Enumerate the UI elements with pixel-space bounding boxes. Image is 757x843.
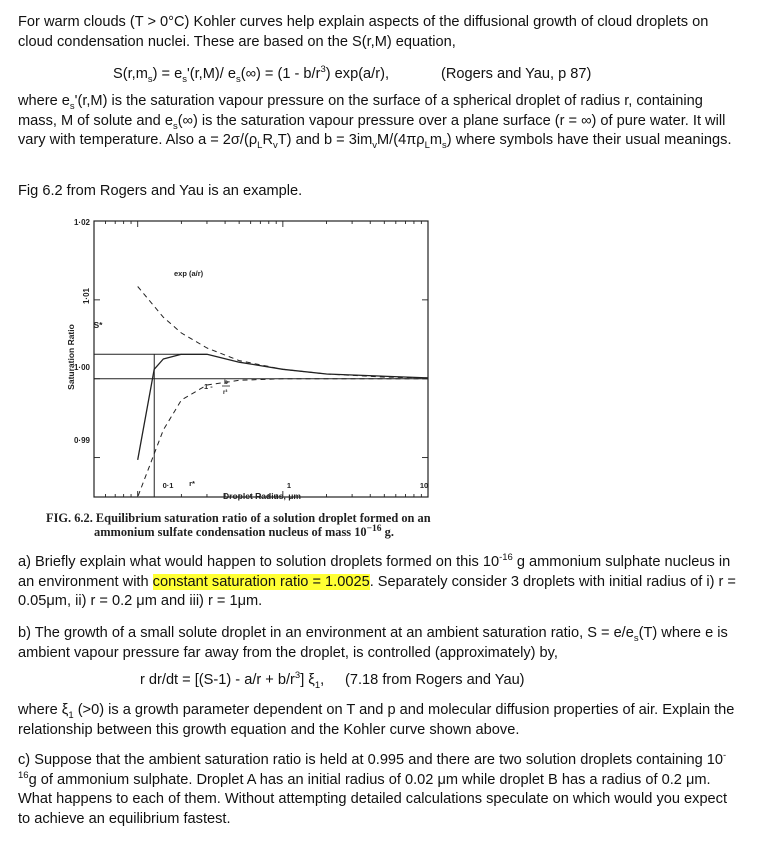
text: R (262, 132, 273, 148)
text: c) Suppose that the ambient saturation ratio is held at 0.995 and there are two solution droplets containing 10 (18, 752, 724, 768)
y-tick-label: 1·00 (73, 363, 90, 372)
eq-sub: s (182, 73, 187, 85)
kohler-curve-chart (40, 207, 440, 507)
caption-sup: −16 (366, 523, 382, 534)
eq-sub: 1 (314, 679, 321, 691)
sub: L (424, 139, 430, 151)
caption-line: FIG. 6.2. Equilibrium saturation ratio of a solution droplet formed on an (46, 511, 431, 525)
sup: -16 (18, 750, 727, 781)
eq-part: ] ξ (300, 672, 315, 688)
caption-text: ammonium sulfate condensation nucleus of mass 10 (94, 524, 367, 539)
x-tick-label: 1 (286, 481, 292, 490)
eq-sub: s (235, 73, 241, 85)
curves (94, 287, 428, 498)
x-tick-label: 10 (419, 481, 429, 490)
eq-part: , (320, 672, 325, 688)
sub: s (442, 139, 447, 151)
text: where ξ (18, 702, 69, 718)
x-tick-label: 0·1 (162, 481, 174, 490)
caption-text: g. (381, 524, 394, 539)
text: g ammonium sulphate nucleus in an environment with (18, 554, 731, 590)
plot-frame (94, 221, 428, 497)
question-c (18, 751, 740, 829)
sub: v (273, 139, 278, 151)
series-line-0 (138, 287, 428, 378)
y-axis-label: Saturation Ratio (66, 324, 76, 390)
s-star-label: S* (93, 320, 103, 330)
intro-paragraph: For warm clouds (T > 0°C) Kohler curves help explain aspects of the diffusional growth of cloud droplets on cloud condensation nuclei. These are based on the S(r,M) equation, (18, 14, 709, 50)
equation-reference: (Rogers and Yau, p 87) (441, 66, 592, 82)
series-line-1 (94, 379, 428, 497)
b-curve-label-num: b (224, 379, 228, 386)
caption-line (46, 523, 516, 540)
sub: s (172, 120, 178, 132)
kohler-equation (113, 65, 389, 85)
text: (>0) is a growth parameter dependent on T and p and molecular diffusion properties of air. Explain the relationship between this growth equation and the Kohler curve shown above. (18, 702, 735, 738)
eq-sub: s (147, 73, 153, 85)
x-tick-label: r* (189, 479, 195, 488)
eq-part: r dr/dt = [(S-1) - a/r + b/r (140, 672, 295, 688)
text: T) and b = 3im (277, 132, 373, 148)
text: (∞) is the saturation vapour pressure over a plane surface (r = ∞) of pure water. It will vary with temperature. Also a = 2σ/(ρ (18, 112, 726, 148)
y-tick-label: 0·99 (73, 436, 90, 445)
question-b (18, 624, 740, 663)
text: g of ammonium sulphate. Droplet A has an initial radius of 0.02 μm while droplet B has a radius of 0.2 μm. What happens to each of them. Without attempting detailed calculations speculate on which would you expect to achieve an equilibrium fastest. (18, 771, 728, 827)
text: b) The growth of a small solute droplet in an environment at an ambient saturation ratio, S = e/e (18, 625, 634, 641)
growth-equation-reference: (7.18 from Rogers and Yau) (345, 672, 525, 688)
highlighted-text: constant saturation ratio = 1.0025 (152, 573, 370, 590)
eq-part: ) = e (152, 66, 183, 82)
sub: 1 (68, 709, 74, 721)
figure-caption (46, 512, 516, 539)
sub: s (633, 632, 639, 644)
eq-sup: 3 (320, 64, 326, 76)
text: m (429, 132, 443, 148)
text: where e (18, 93, 70, 109)
figure-intro: Fig 6.2 from Rogers and Yau is an example. (18, 183, 303, 199)
sub: L (257, 139, 263, 151)
question-a (18, 553, 740, 612)
b-curve-label-den: r³ (223, 390, 228, 396)
y-tick-label: 1·01 (82, 288, 91, 305)
b-curve-label: 1 - (204, 382, 213, 391)
eq-part: S(r,m (113, 66, 148, 82)
eq-part: ) exp(a/r), (325, 66, 389, 82)
text: . Separately consider 3 droplets with initial radius of i) r = 0.05μm, ii) r = 0.2 μm and iii) r = 1μm. (18, 573, 736, 609)
exp-curve-label: exp (a/r) (174, 269, 204, 278)
growth-equation (140, 671, 324, 691)
sub: s (69, 100, 75, 112)
definitions-paragraph (18, 92, 740, 151)
text: (T) where e is ambient vapour pressure far away from the droplet, is controlled (approximately) by, (18, 625, 728, 661)
text: M/(4πρ (377, 132, 425, 148)
text: ) where symbols have their usual meanings. (446, 132, 732, 148)
question-b-followup (18, 701, 740, 740)
text: a) Briefly explain what would happen to solution droplets formed on this 10 (18, 554, 500, 570)
eq-part: (∞) = (1 - b/r (240, 66, 321, 82)
y-tick-label: 1·02 (73, 218, 90, 227)
eq-part: '(r,M)/ e (186, 66, 236, 82)
text: '(r,M) is the saturation vapour pressure on the surface of a spherical droplet of radius r, containing mass, M of solute and e (18, 93, 703, 129)
axis-ticks (94, 221, 428, 497)
x-axis-label: Droplet Radius, μm (223, 491, 301, 501)
eq-sup: 3 (294, 670, 301, 682)
sub: v (372, 139, 377, 151)
series-line-2 (138, 354, 428, 460)
sup: -16 (499, 552, 513, 564)
